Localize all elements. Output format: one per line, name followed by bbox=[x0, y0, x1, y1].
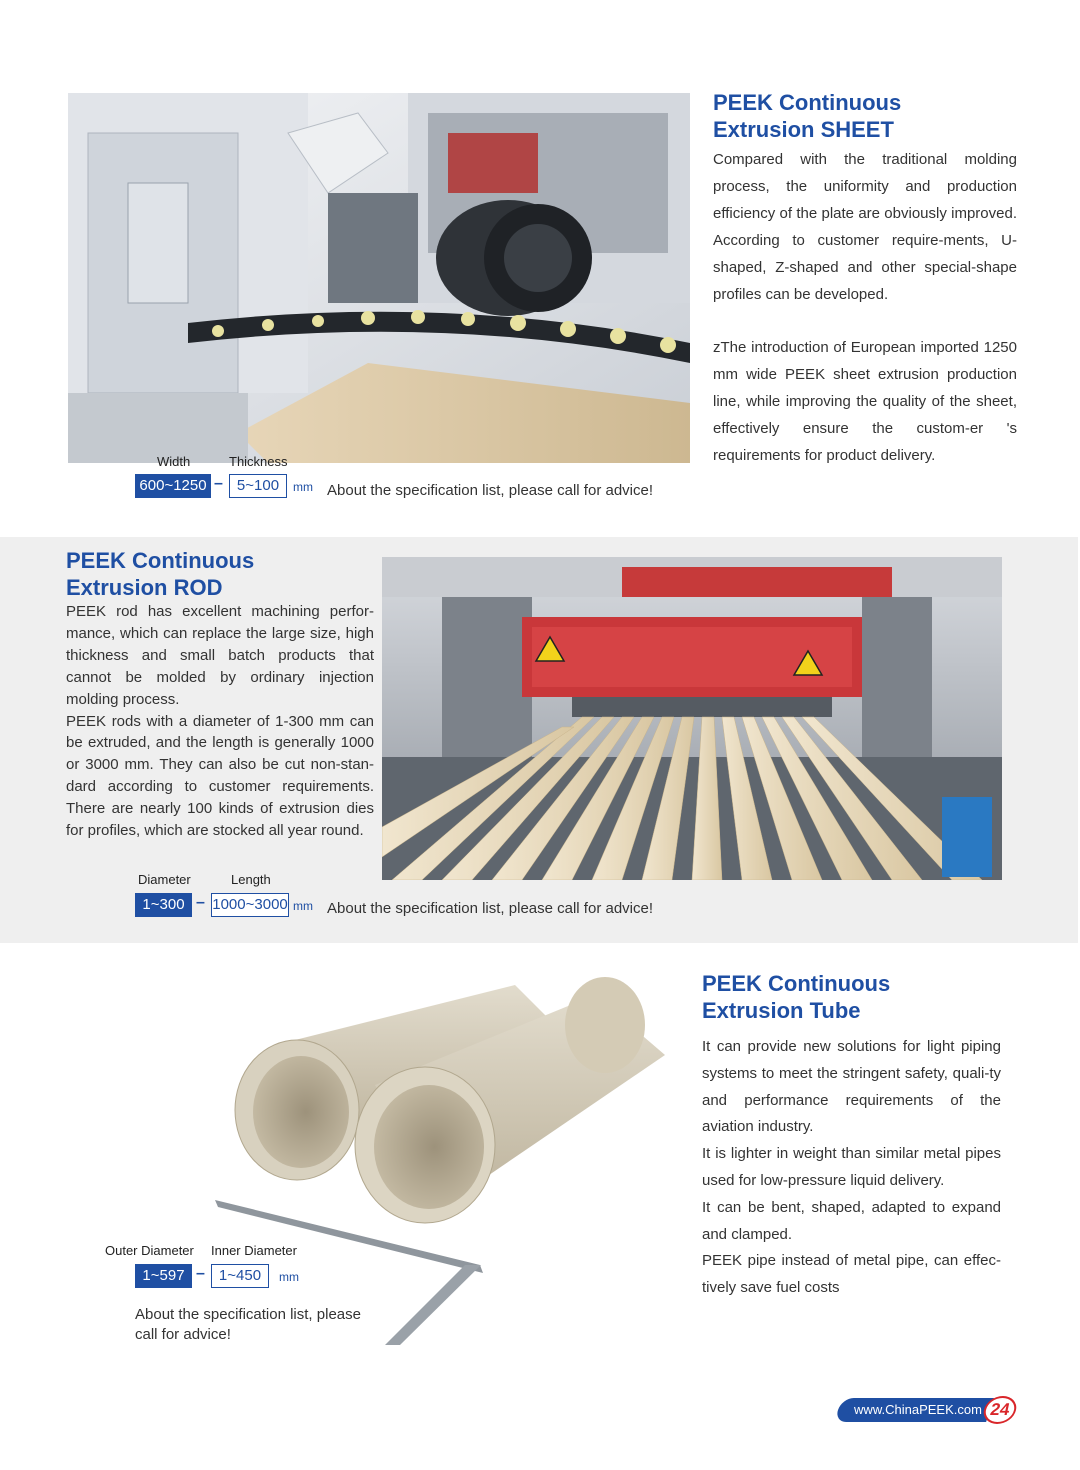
rod-spec-label-diameter: Diameter bbox=[138, 872, 191, 887]
rod-spec-label-length: Length bbox=[231, 872, 271, 887]
rod-paragraph-1: PEEK rod has excellent machining perfor-mance, which can replace the large size, high thickness and small batch products that cannot be molded by ordinary injection molding process. bbox=[66, 603, 374, 708]
sheet-spec-label-width: Width bbox=[157, 454, 191, 469]
tube-paragraph-4: PEEK pipe instead of metal pipe, can effec-tively save fuel costs bbox=[702, 1252, 1001, 1297]
page-number-badge: 24 bbox=[981, 1396, 1019, 1424]
tube-spec-note bbox=[135, 1305, 361, 1345]
rod-title-line2: Extrusion ROD bbox=[66, 575, 223, 600]
tube-spec-unit: mm bbox=[279, 1270, 299, 1284]
tube-spec-label-outer-diameter: Outer Diameter bbox=[105, 1243, 194, 1258]
sheet-spec-thickness-value: 5~100 bbox=[229, 474, 287, 498]
tube-paragraph-3: It can be bent, shaped, adapted to expand and clamped. bbox=[702, 1198, 1001, 1243]
sheet-title-line1: PEEK Continuous bbox=[713, 90, 902, 115]
rod-description bbox=[66, 601, 374, 842]
rod-spec-note: About the specification list, please call for advice! bbox=[327, 900, 654, 917]
tube-paragraph-1: It can provide new solutions for light piping systems to meet the stringent safety, quali-ty and performance requirements of the aviation industry. bbox=[702, 1038, 1001, 1136]
tube-title-line2: Extrusion Tube bbox=[702, 998, 861, 1023]
sheet-spec-width-value: 600~1250 bbox=[135, 474, 211, 498]
sheet-spec-note: About the specification list, please call for advice! bbox=[327, 482, 654, 499]
tube-spec-dash: – bbox=[196, 1265, 205, 1282]
rod-extrusion-photo bbox=[382, 557, 1002, 880]
tube-spec-note-line1: About the specification list, please bbox=[135, 1306, 361, 1323]
tube-description bbox=[702, 1034, 1001, 1302]
footer-url[interactable]: www.ChinaPEEK.com bbox=[854, 1402, 982, 1417]
sheet-title bbox=[713, 89, 1013, 143]
sheet-description bbox=[713, 146, 1017, 469]
tube-product-photo bbox=[215, 975, 685, 1350]
rod-spec-unit: mm bbox=[293, 899, 313, 913]
tube-spec-outer-diameter-value: 1~597 bbox=[135, 1264, 192, 1288]
sheet-spec-dash: – bbox=[214, 475, 223, 492]
rod-title-line1: PEEK Continuous bbox=[66, 548, 255, 573]
tube-title-line1: PEEK Continuous bbox=[702, 971, 891, 996]
sheet-title-line2: Extrusion SHEET bbox=[713, 117, 894, 142]
rod-spec-length-value: 1000~3000 bbox=[211, 893, 289, 917]
sheet-spec-unit: mm bbox=[293, 480, 313, 494]
tube-spec-note-line2: call for advice! bbox=[135, 1326, 231, 1343]
rod-spec-diameter-value: 1~300 bbox=[135, 893, 192, 917]
rod-spec-dash: – bbox=[196, 894, 205, 911]
tube-spec-label-inner-diameter: Inner Diameter bbox=[211, 1243, 297, 1258]
sheet-extrusion-photo bbox=[68, 93, 690, 463]
tube-title bbox=[702, 970, 1002, 1024]
tube-paragraph-2: It is lighter in weight than similar metal pipes used for low-pressure liquid delivery. bbox=[702, 1145, 1001, 1189]
sheet-paragraph-2: zThe introduction of European imported 1250 mm wide PEEK sheet extrusion production line, while improving the quality of the sheet, effectively ensure the custom-er 's requirements for product delivery. bbox=[713, 339, 1017, 464]
tube-spec-inner-diameter-value: 1~450 bbox=[211, 1264, 269, 1288]
sheet-paragraph-1: Compared with the traditional molding process, the uniformity and production efficiency of the plate are obviously improved. According to customer require-ments, U-shaped, Z-shaped and other special-shape profiles can be developed. bbox=[713, 151, 1017, 303]
rod-title bbox=[66, 547, 366, 601]
rod-paragraph-2: PEEK rods with a diameter of 1-300 mm can be extruded, and the length is generally 1000 or 3000 mm. They can also be cut non-stan-dard according to customer requirements. There are nearly 100 kinds of extrusion dies for profiles, which are stocked all year round. bbox=[66, 712, 374, 840]
sheet-spec-label-thickness: Thickness bbox=[229, 454, 288, 469]
